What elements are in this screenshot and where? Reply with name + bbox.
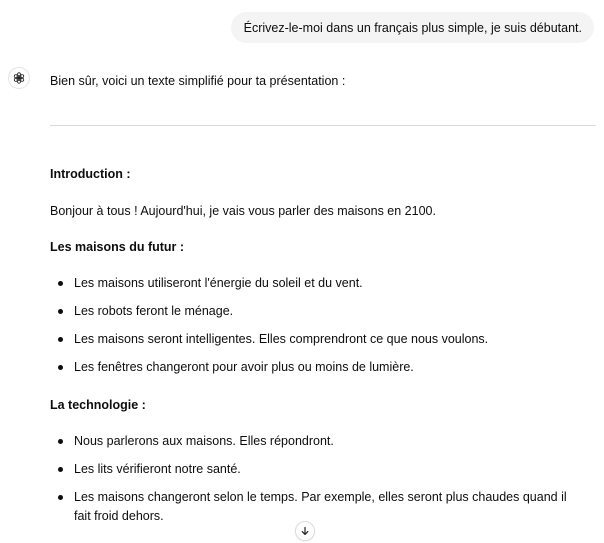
list-item: Les fenêtres changeront pour avoir plus ou moins de lumière. xyxy=(50,358,570,377)
future-houses-list xyxy=(50,274,596,377)
assistant-message xyxy=(50,72,596,90)
technology-heading: La technologie : xyxy=(50,398,146,412)
user-message-text: Écrivez-le-moi dans un français plus simple, je suis débutant. xyxy=(243,20,582,35)
list-item: Les robots feront le ménage. xyxy=(50,302,570,321)
assistant-intro: Bien sûr, voici un texte simplifié pour ta présentation : xyxy=(50,74,346,88)
divider xyxy=(50,125,596,126)
arrow-down-icon xyxy=(300,526,310,536)
introduction-text: Bonjour à tous ! Aujourd'hui, je vais vous parler des maisons en 2100. xyxy=(50,204,436,218)
assistant-avatar xyxy=(8,67,30,89)
list-item: Les maisons changeront selon le temps. Par exemple, elles seront plus chaudes quand il fait froid dehors. xyxy=(50,488,570,526)
future-houses-heading: Les maisons du futur : xyxy=(50,240,185,254)
list-item: Les lits vérifieront notre santé. xyxy=(50,460,570,479)
list-item: Les maisons utiliseront l'énergie du soleil et du vent. xyxy=(50,274,570,293)
technology-list xyxy=(50,432,596,526)
list-item: Les maisons seront intelligentes. Elles comprendront ce que nous voulons. xyxy=(50,330,570,349)
scroll-down-button[interactable] xyxy=(295,521,315,541)
list-item: Nous parlerons aux maisons. Elles répondront. xyxy=(50,432,570,451)
openai-logo-icon xyxy=(12,71,26,85)
introduction-heading: Introduction : xyxy=(50,167,131,181)
user-message-bubble xyxy=(231,12,594,43)
assistant-content xyxy=(50,165,596,526)
